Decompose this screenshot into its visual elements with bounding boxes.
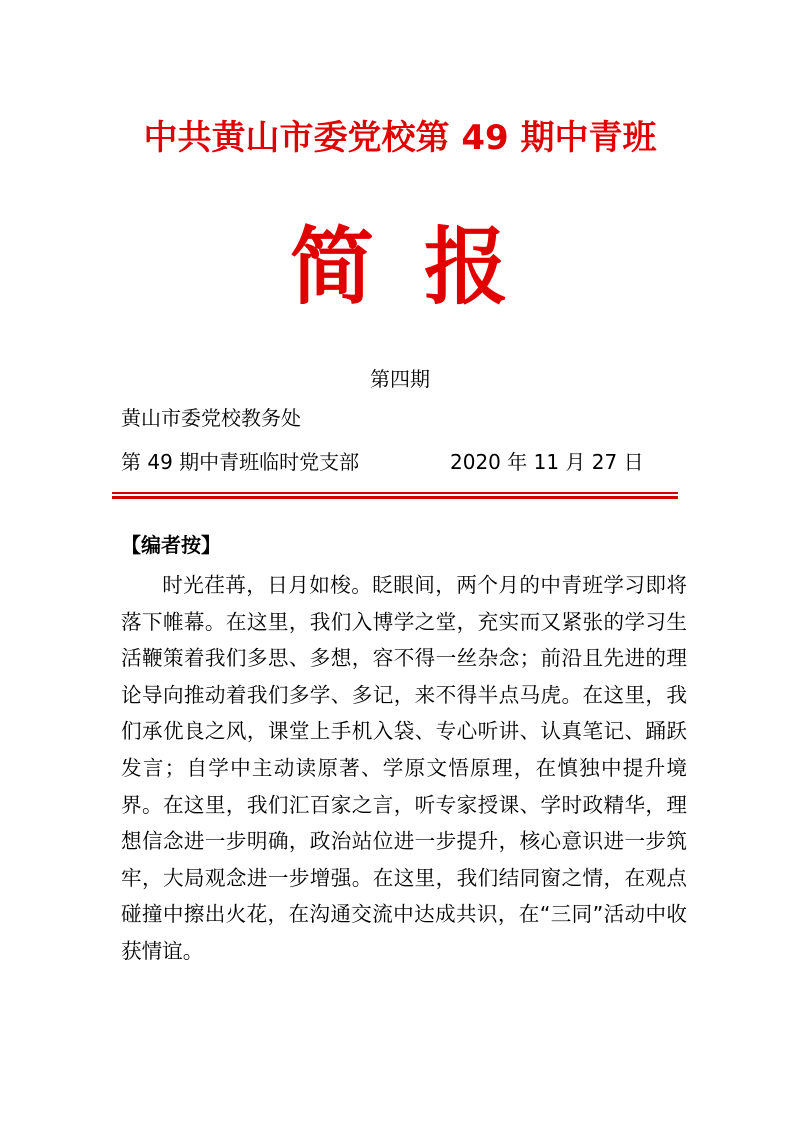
editor-note-heading: 【编者按】 — [121, 533, 221, 557]
party-branch: 第 49 期中青班临时党支部 — [121, 450, 360, 474]
main-title-char-2: 报 — [424, 218, 511, 316]
issue-date: 2020 年 11 月 27 日 — [450, 450, 644, 474]
header-divider — [112, 492, 678, 499]
editor-note-paragraph: 时光荏苒，日月如梭。眨眼间，两个月的中青班学习即将落下帷幕。在这里，我们入博学之堂，充实而又紧张的学习生活鞭策着我们多思、多想，容不得一丝杂念；前沿且先进的理论导向推动着我们多学、多记，来不得半点马虎。在这里，我们承优良之风，课堂上手机入袋、专心听讲、认真笔记、踊跃发言；自学中主动读原著、学原文悟原理，在慎独中提升境界。在这里，我们汇百家之言，听专家授课、学时政精华，理想信念进一步明确，政治站位进一步提升，核心意识进一步筑牢，大局观念进一步增强。在这里，我们结同窗之情，在观点碰撞中擦出火花，在沟通交流中达成共识，在“三同”活动中收获情谊。 — [121, 573, 687, 963]
divider-thin-line — [112, 492, 678, 494]
divider-thick-line — [112, 496, 678, 499]
issuer: 黄山市委党校教务处 — [121, 406, 301, 430]
main-title-char-1: 简 — [289, 218, 376, 316]
issue-number: 第四期 — [370, 367, 430, 391]
org-title: 中共黄山市委党校第 49 期中青班 — [143, 118, 657, 158]
main-title — [0, 212, 800, 322]
